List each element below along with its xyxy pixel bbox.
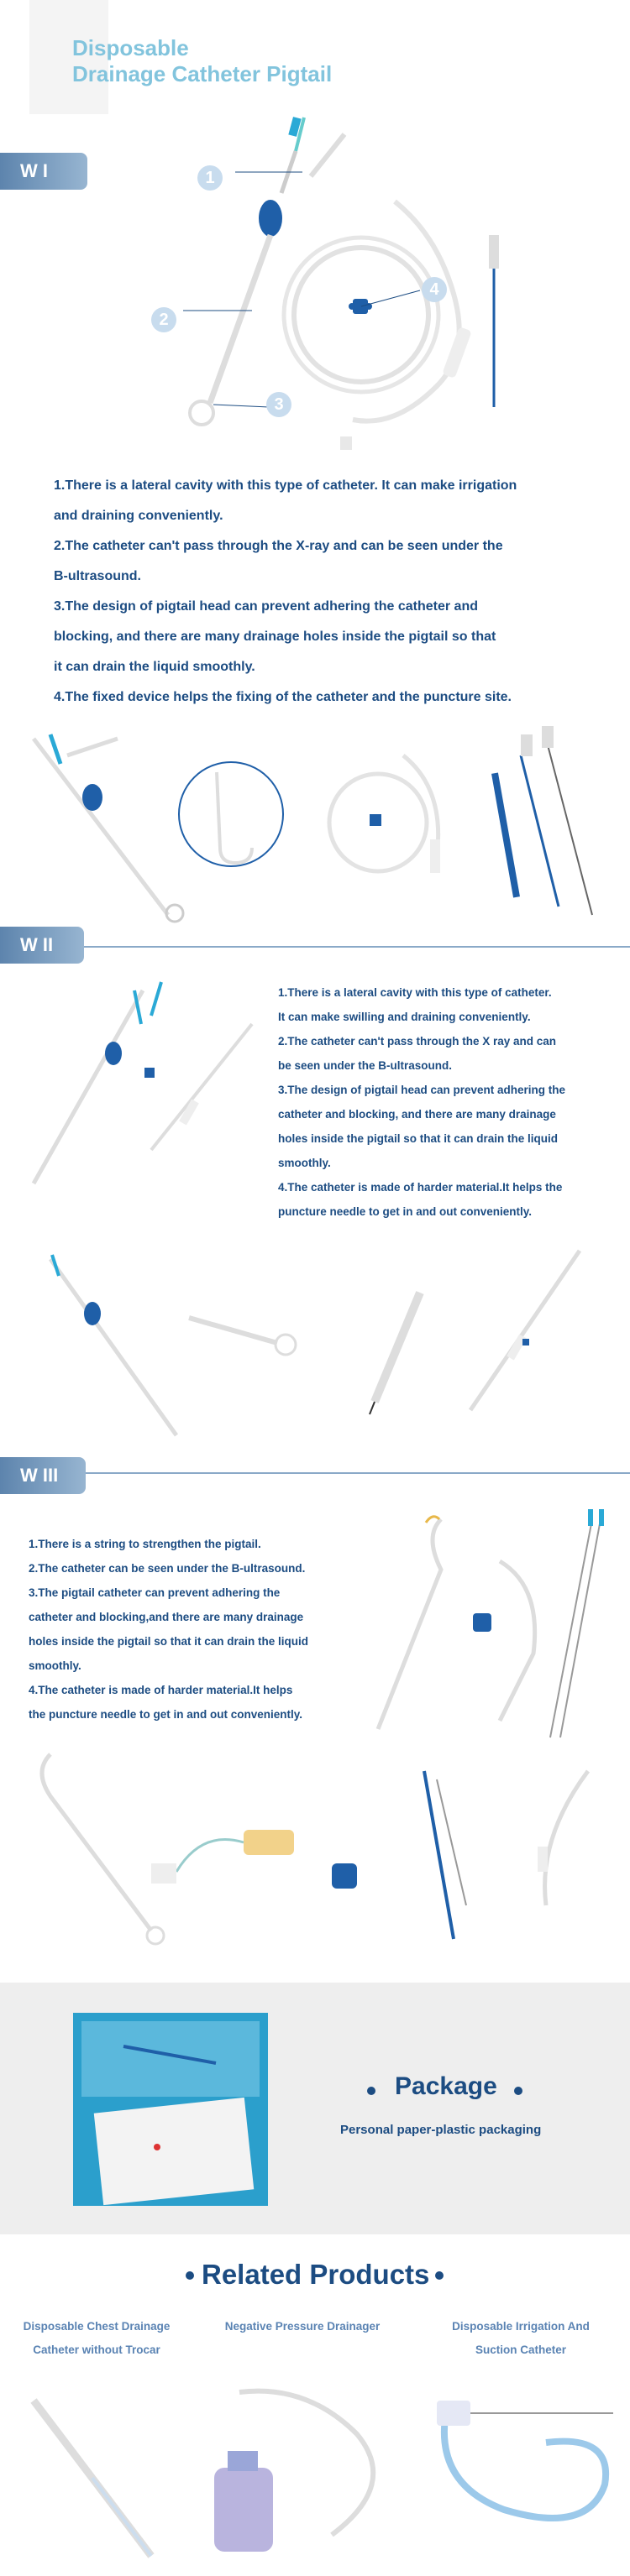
section2-product-gallery (0, 1242, 630, 1444)
related-product-2-image[interactable] (206, 2384, 399, 2568)
package-title-dot-right (514, 2087, 522, 2095)
section1-line: 1.There is a lateral cavity with this type of catheter. It can make irrigation (54, 478, 517, 493)
section3-line: 3.The pigtail catheter can prevent adhering the (29, 1586, 281, 1599)
related-product-3-image[interactable] (420, 2384, 622, 2568)
section-tag-w1: W I (0, 153, 87, 190)
section1-line: and draining conveniently. (54, 509, 223, 523)
related-title-dot-left (186, 2271, 194, 2280)
package-title-dot-left (367, 2087, 375, 2095)
related-product-3-name[interactable] (420, 2315, 622, 2362)
callout-marker-3: 3 (266, 392, 291, 417)
section3-line: 4.The catheter is made of harder material.It helps (29, 1684, 293, 1696)
section1-product-gallery (0, 722, 630, 923)
section3-description (29, 1532, 356, 1727)
section2-divider (84, 946, 630, 948)
section3-line: catheter and blocking,and there are many drainage (29, 1611, 304, 1623)
section1-line: 4.The fixed device helps the fixing of the catheter and the puncture site. (54, 690, 512, 704)
section3-line: holes inside the pigtail so that it can drain the liquid (29, 1635, 309, 1648)
section-tag-w2: W II (0, 927, 84, 964)
section2-line: 4.The catheter is made of harder material.It helps the (278, 1181, 563, 1194)
section2-line: 1.There is a lateral cavity with this type of catheter. (278, 986, 552, 999)
catheter-w3-illustration (349, 1502, 617, 1746)
section2-line: smoothly. (278, 1157, 331, 1169)
section3-line: 2.The catheter can be seen under the B-ultrasound. (29, 1562, 306, 1575)
section3-line: the puncture needle to get in and out conveniently. (29, 1708, 303, 1721)
callout-marker-4: 4 (422, 277, 447, 302)
callout-marker-2: 2 (151, 307, 176, 332)
section1-line: 2.The catheter can't pass through the X-ray and can be seen under the (54, 539, 503, 553)
page-title-line2: Drainage Catheter Pigtail (72, 61, 333, 86)
section2-line: puncture needle to get in and out conveniently. (278, 1205, 533, 1218)
section1-line: it can drain the liquid smoothly. (54, 660, 255, 674)
section2-description (278, 980, 614, 1224)
related-product-3-line2: Suction Catheter (475, 2343, 566, 2356)
section1-line: 3.The design of pigtail head can prevent adhering the catheter and (54, 599, 478, 614)
catheter-w1-illustration (0, 101, 630, 436)
package-photo (73, 2013, 268, 2206)
section3-line: 1.There is a string to strengthen the pigtail. (29, 1538, 261, 1550)
section3-divider (86, 1472, 630, 1474)
section2-line: holes inside the pigtail so that it can drain the liquid (278, 1132, 559, 1145)
section3-line: smoothly. (29, 1659, 81, 1672)
related-product-1-line1: Disposable Chest Drainage (23, 2320, 171, 2333)
related-products-title: Related Products (202, 2259, 430, 2290)
section2-line: 3.The design of pigtail head can prevent adhering the (278, 1084, 566, 1096)
related-product-3-line1: Disposable Irrigation And (452, 2320, 590, 2333)
section1-line: B-ultrasound. (54, 569, 141, 583)
related-product-2-name[interactable] (206, 2315, 399, 2338)
related-product-2-line1: Negative Pressure Drainager (224, 2320, 381, 2333)
section1-description (54, 471, 600, 713)
section-tag-w3: W III (0, 1457, 86, 1494)
section2-line: catheter and blocking, and there are many drainage (278, 1108, 556, 1121)
callout-marker-1: 1 (197, 165, 223, 191)
catheter-w2-illustration (17, 974, 286, 1192)
section2-line: 2.The catheter can't pass through the X ray and can (278, 1035, 557, 1048)
related-product-1-image[interactable] (0, 2384, 193, 2568)
related-product-1-name[interactable] (0, 2315, 193, 2362)
section1-line: blocking, and there are many drainage holes inside the pigtail so that (54, 630, 496, 644)
package-subtitle: Personal paper-plastic packaging (340, 2123, 542, 2137)
section2-line: be seen under the B-ultrasound. (278, 1059, 453, 1072)
page-title-line1: Disposable (72, 35, 189, 60)
related-title-dot-right (435, 2271, 444, 2280)
section3-product-gallery (0, 1737, 630, 1956)
package-title: Package (395, 2072, 497, 2100)
section2-line: It can make swilling and draining conveniently. (278, 1011, 531, 1023)
related-product-1-line2: Catheter without Trocar (33, 2343, 160, 2356)
page-title (72, 35, 332, 87)
